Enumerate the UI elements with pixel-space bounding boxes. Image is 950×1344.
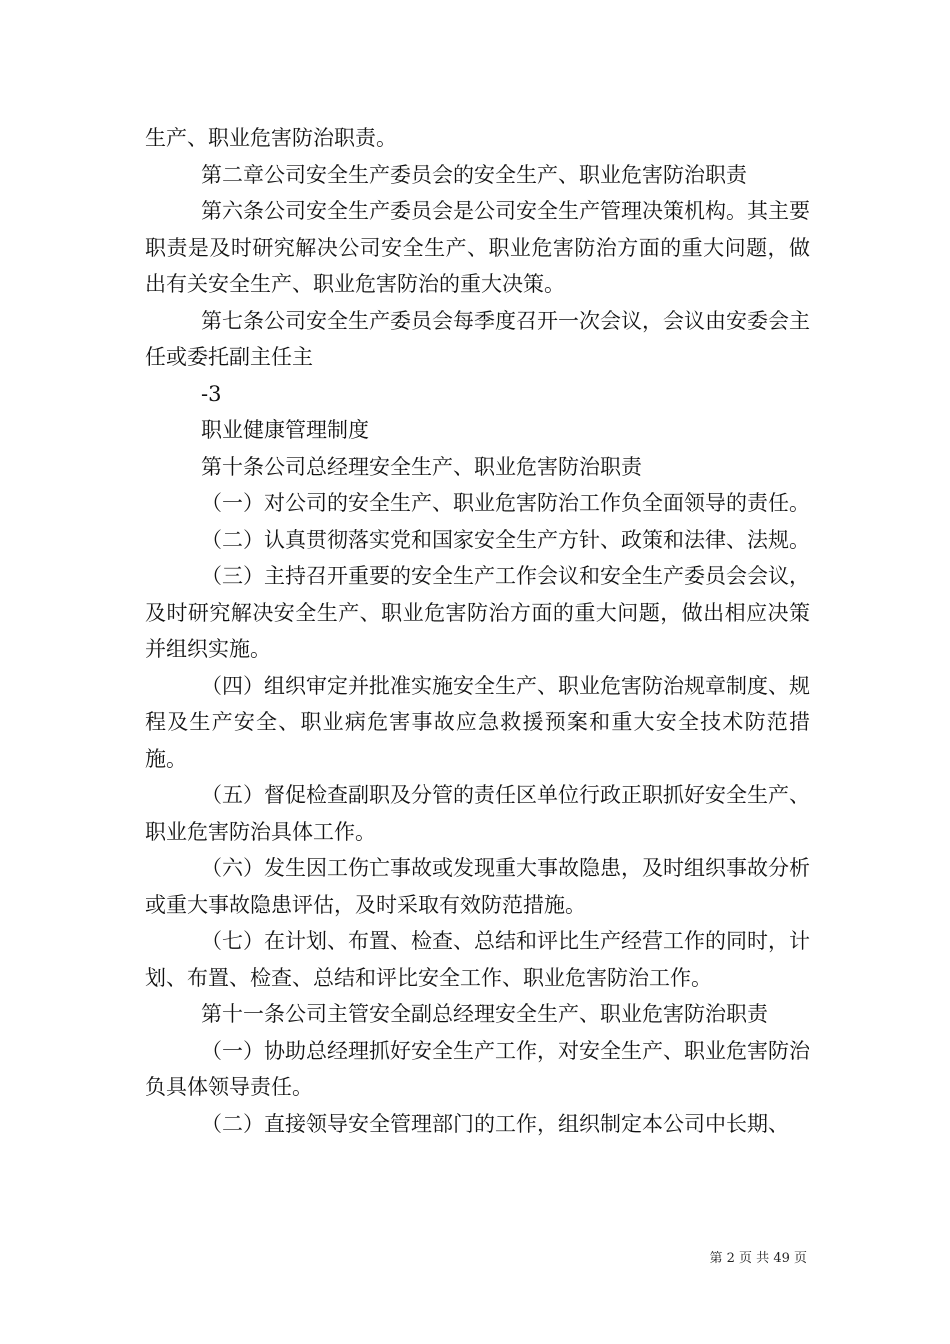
article-heading: 第十一条公司主管安全副总经理安全生产、职业危害防治职责 — [201, 1002, 768, 1026]
list-item: （一）协助总经理抓好安全生产工作，对安全生产、职业危害防治负具体领导责任。 — [145, 1038, 810, 1099]
list-item: （五）督促检查副职及分管的责任区单位行政正职抓好安全生产、职业危害防治具体工作。 — [145, 783, 810, 844]
list-item: （六）发生因工伤亡事故或发现重大事故隐患，及时组织事故分析或重大事故隐患评估，及时采取有效防范措施。 — [145, 856, 810, 917]
list-item: （二）认真贯彻落实党和国家安全生产方针、政策和法律、法规。 — [201, 527, 810, 552]
list-item: （四）组织审定并批准实施安全生产、职业危害防治规章制度、规程及生产安全、职业病危害事故应急救援预案和重大安全技术防范措施。 — [145, 673, 810, 771]
paragraph: 第六条公司安全生产委员会是公司安全生产管理决策机构。其主要职责是及时研究解决公司安全生产、职业危害防治方面的重大问题，做出有关安全生产、职业危害防治的重大决策。 — [145, 199, 810, 296]
paragraph: 第七条公司安全生产委员会每季度召开一次会议，会议由安委会主任或委托副主任主 — [145, 308, 810, 369]
list-item: （三）主持召开重要的安全生产工作会议和安全生产委员会会议，及时研究解决安全生产、职业危害防治方面的重大问题，做出相应决策并组织实施。 — [145, 564, 810, 661]
section-title: 职业健康管理制度 — [201, 418, 369, 442]
list-item: （七）在计划、布置、检查、总结和评比生产经营工作的同时，计划、布置、检查、总结和评比安全工作、职业危害防治工作。 — [145, 929, 810, 990]
list-item: （二）直接领导安全管理部门的工作，组织制定本公司中长期、 — [201, 1111, 789, 1136]
document-body — [145, 120, 810, 1142]
list-item: （一）对公司的安全生产、职业危害防治工作负全面领导的责任。 — [201, 491, 810, 515]
article-heading: 第十条公司总经理安全生产、职业危害防治职责 — [201, 454, 642, 479]
page-marker: -3 — [201, 381, 222, 406]
page-footer — [710, 1247, 807, 1266]
chapter-heading: 第二章公司安全生产委员会的安全生产、职业危害防治职责 — [201, 162, 747, 187]
page-number-label: 第 2 页 共 49 页 — [709, 1251, 807, 1266]
paragraph: 生产、职业危害防治职责。 — [145, 126, 397, 150]
